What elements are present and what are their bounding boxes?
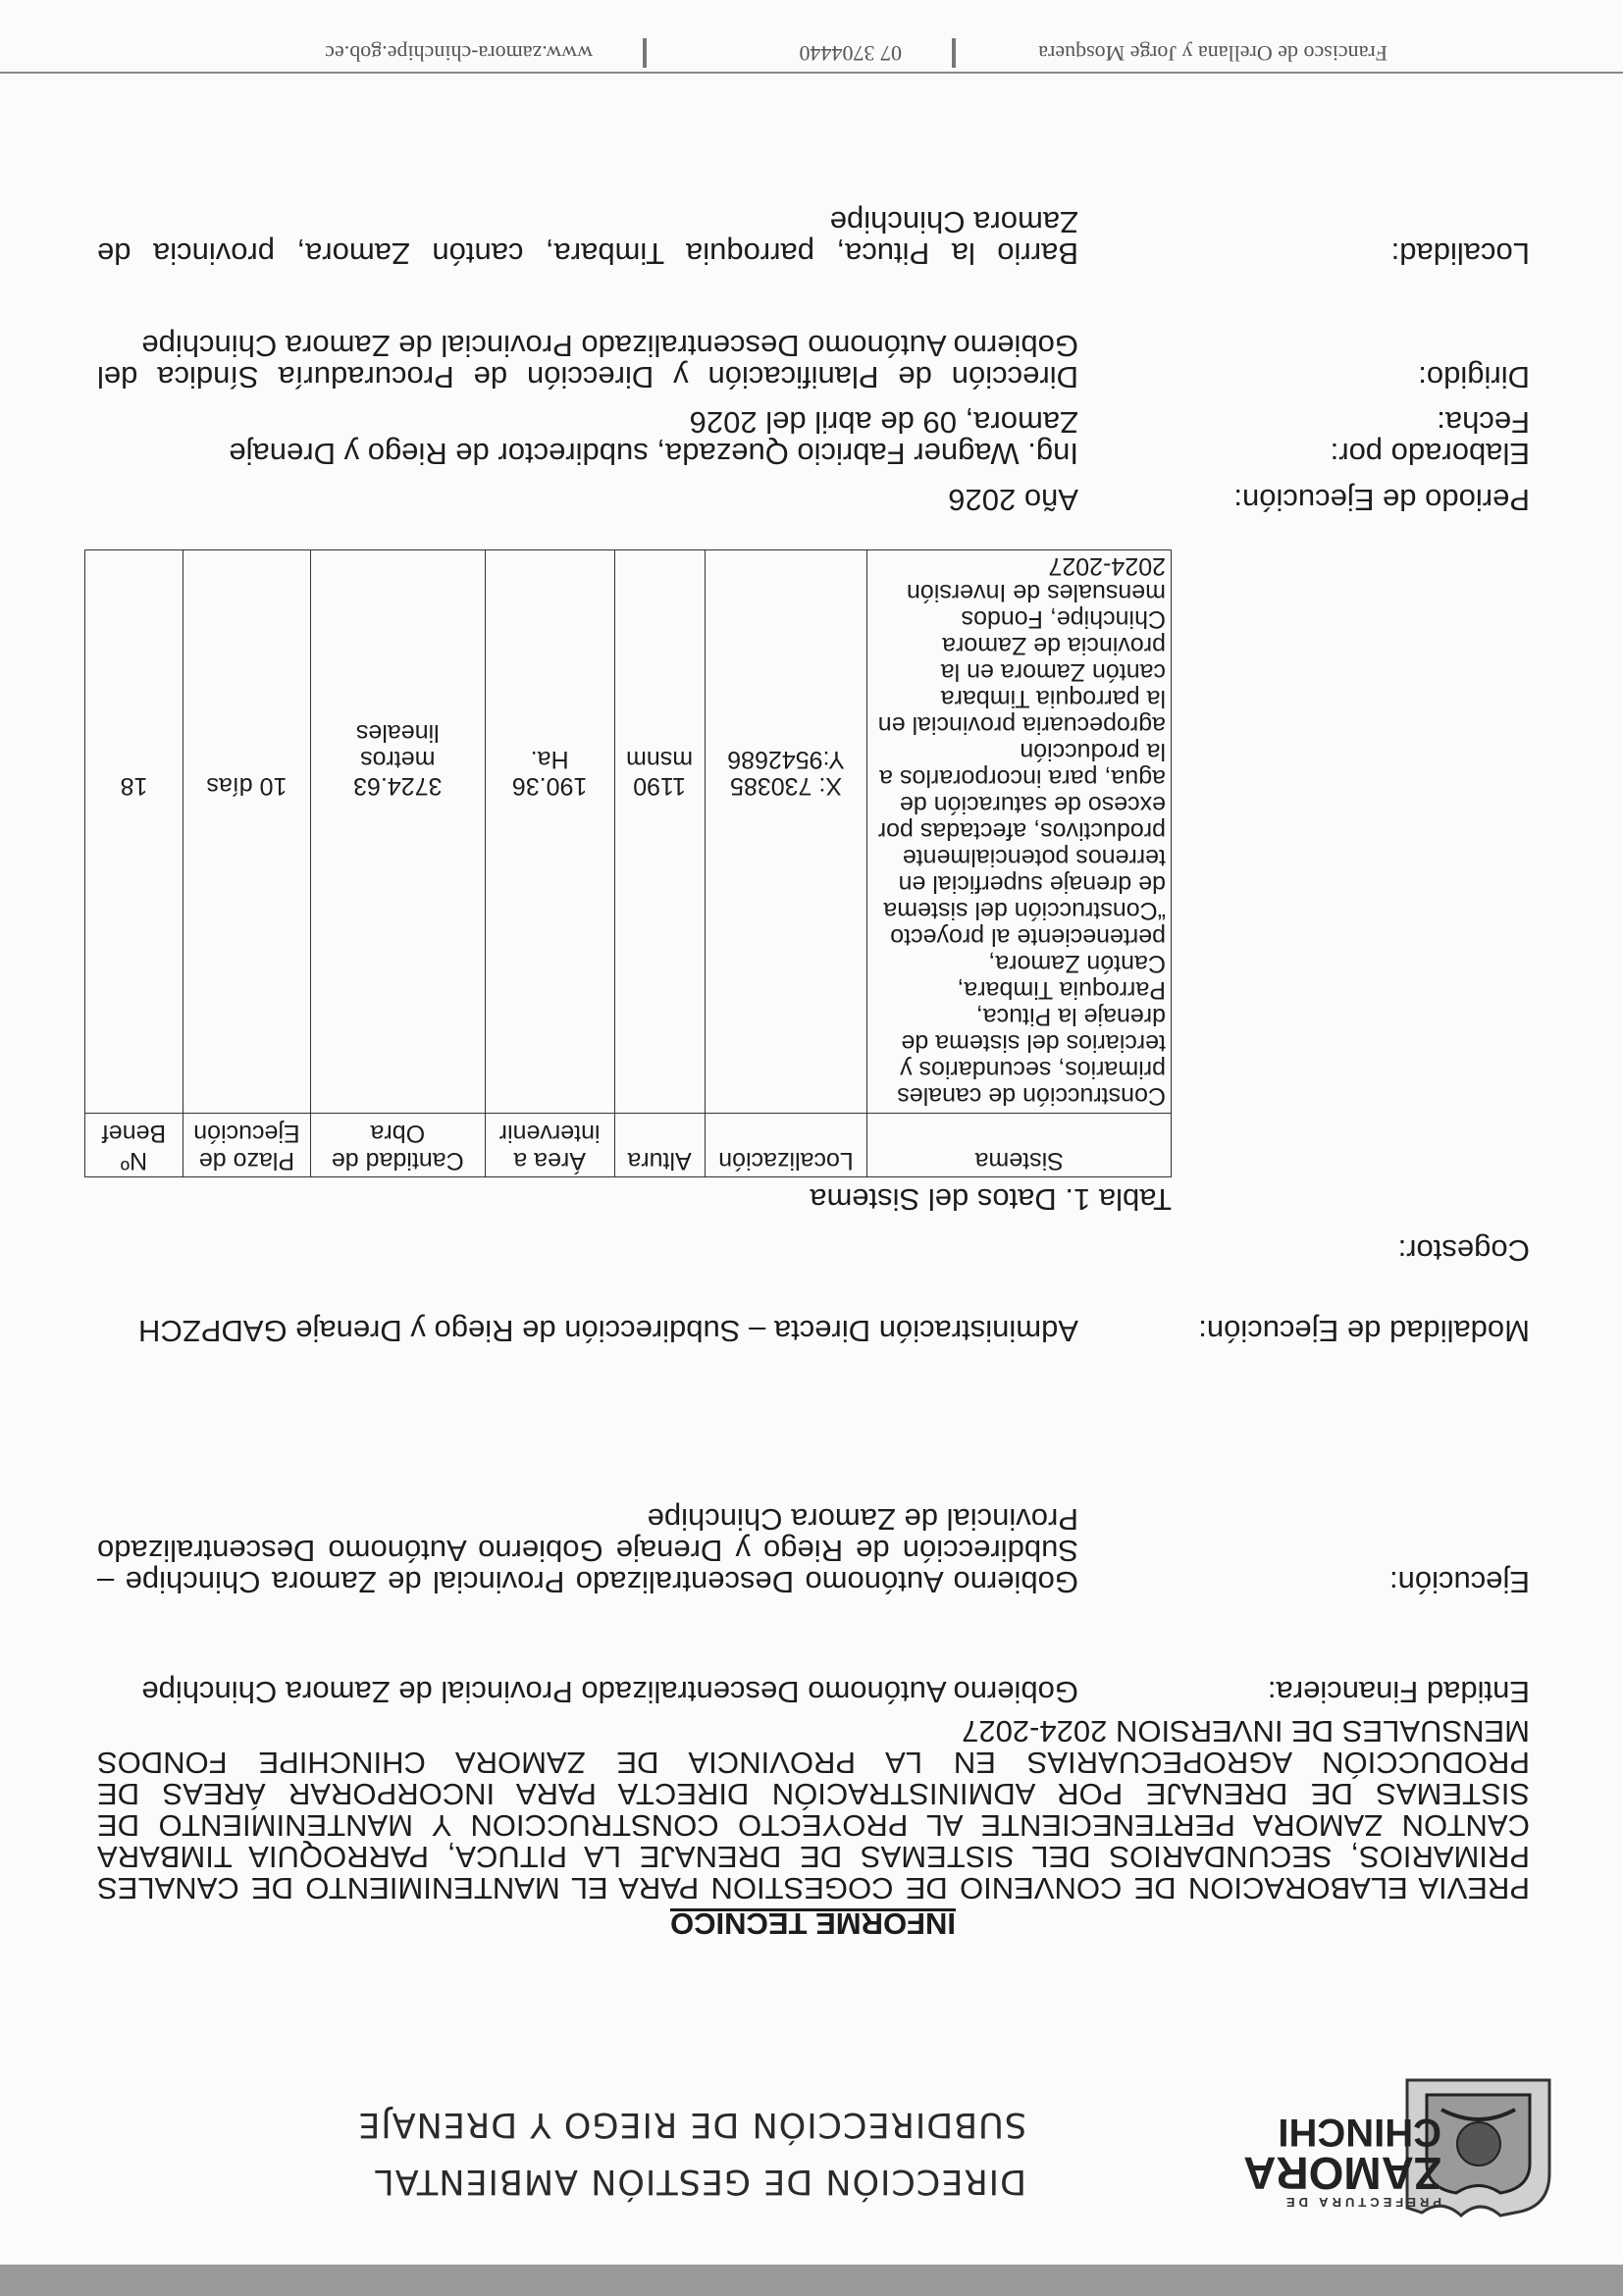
info-label: Modalidad de Ejecución: bbox=[1198, 1314, 1530, 1348]
info-value: Dirección de Planificación y Dirección de Procuraduría Síndica del Gobierno Autónomo Descentralizado Provincial de Zamora Chinchipe bbox=[97, 329, 1078, 394]
column-header: Localización bbox=[705, 1114, 867, 1177]
footer-separator bbox=[952, 38, 956, 68]
logo-prefix: PREFECTURA DE bbox=[1282, 2195, 1441, 2210]
info-label: Ejecución: bbox=[1388, 1565, 1530, 1599]
table-cell-system: Construcción de canales primarios, secundarios y terciarios del sistema de drenaje la Pituca, Parroquia Timbara, Cantón Zamora, perteneciente al proyecto “Construcción del sistema de drenaje superficial en terrenos potencialmente productivos, afectadas por exceso de saturación de agua, para incorporarlos a la producción agropecuaria provincial en la parroquia Timbara cantón Zamora en la provincia de Zamora Chinchipe, Fondos mensuales de Inversión 2024-2027 bbox=[867, 550, 1172, 1114]
table-caption: Tabla 1. Datos del Sistema bbox=[810, 1182, 1172, 1217]
column-header: Nº Benef bbox=[85, 1114, 183, 1177]
column-header: Plazo de Ejecución bbox=[183, 1114, 310, 1177]
info-label: Localidad: bbox=[1390, 236, 1530, 271]
table-cell-term: 10 días bbox=[183, 550, 310, 1114]
info-value: Barrio la Pituca, parroquia Timbara, cantón Zamora, provincia de Zamora Chinchipe bbox=[97, 205, 1078, 271]
department-name: DIRECCIÓN DE GESTIÓN AMBIENTAL bbox=[374, 2162, 1026, 2201]
info-value: Año 2026 bbox=[948, 483, 1078, 517]
info-label: Cogestor: bbox=[1397, 1233, 1530, 1268]
info-label: Elaborado por: bbox=[1330, 437, 1530, 471]
table-cell-quantity: 3724.63 metros lineales bbox=[310, 550, 485, 1114]
column-header: Sistema bbox=[867, 1114, 1172, 1177]
footer-divider bbox=[0, 72, 1623, 74]
info-label: Dirigido: bbox=[1418, 360, 1530, 394]
table-cell-area: 190.36 Ha. bbox=[485, 550, 614, 1114]
system-data-table bbox=[84, 549, 1172, 1177]
column-header: Área a intervenir bbox=[485, 1114, 614, 1177]
info-value: Gobierno Autónomo Descentralizado Provincial de Zamora Chinchipe – Subdirección de Riego y Drenaje Gobierno Autónomo Descentralizado Provincial de Zamora Chinchipe bbox=[97, 1502, 1078, 1599]
table-cell-beneficiaries: 18 bbox=[85, 550, 183, 1114]
info-value: Zamora, 09 de abril del 2026 bbox=[689, 405, 1078, 440]
report-intro: PREVIA ELABORACION DE CONVENIO DE COGESTION PARA EL MANTENIMIENTO DE CANALES PRIMARIOS, SECUNDARIOS DEL SISTEMAS DE DRENAJE LA PITUCA, PARROQUIA TIMBARA CANTON ZAMORA PERTENECIENTE AL PROYECTO CONSTRUCCION Y MANTENIMIENTO DE SISTEMAS DE DRENAJE POR ADMINISTRACIÓN DIRECTA PARA INCORPORAR ÁREAS DE PRODUCCIÓN AGROPECUARIAS EN LA PROVINCIA DE ZAMORA CHINCHIPE FONDOS MENSUALES DE INVERSION 2024-2027 bbox=[97, 1714, 1530, 1905]
info-label: Entidad Financiera: bbox=[1267, 1675, 1530, 1709]
logo-name: ZAMORA bbox=[1243, 2148, 1441, 2199]
table-row bbox=[85, 550, 1172, 1114]
column-header: Altura bbox=[614, 1114, 705, 1177]
logo-sub: CHINCHI bbox=[1278, 2111, 1441, 2154]
info-value: Gobierno Autónomo Descentralizado Provincial de Zamora Chinchipe bbox=[141, 1675, 1078, 1709]
footer-phone: 07 3704440 bbox=[799, 41, 902, 66]
info-value: Ing. Wagner Fabricio Quezada, subdirector de Riego y Drenaje bbox=[229, 437, 1078, 471]
table-cell-altitude: 1190 msnm bbox=[614, 550, 705, 1114]
department-header bbox=[357, 2096, 1026, 2210]
scan-shadow-bar bbox=[0, 2265, 1623, 2296]
subdepartment-name: SUBDIRECCIÓN DE RIEGO Y DRENAJE bbox=[357, 2105, 1026, 2144]
info-label: Fecha: bbox=[1437, 405, 1530, 440]
info-value: Administración Directa – Subdirección de Riego y Drenaje GADPZCH bbox=[138, 1314, 1078, 1348]
report-title: INFORME TECNICO bbox=[669, 1906, 956, 1941]
table-header-row bbox=[85, 1114, 1172, 1177]
logo-wordmark bbox=[1243, 2113, 1441, 2210]
footer-separator bbox=[643, 38, 647, 68]
table-cell-location: X: 730385 Y:9542686 bbox=[705, 550, 867, 1114]
footer-address: Francisco de Orellana y Jorge Mosquera bbox=[1038, 41, 1387, 66]
column-header: Cantidad de Obra bbox=[310, 1114, 485, 1177]
info-label: Periodo de Ejecución: bbox=[1233, 483, 1530, 517]
footer-website: www.zamora-chinchipe.gob.ec bbox=[325, 41, 593, 66]
